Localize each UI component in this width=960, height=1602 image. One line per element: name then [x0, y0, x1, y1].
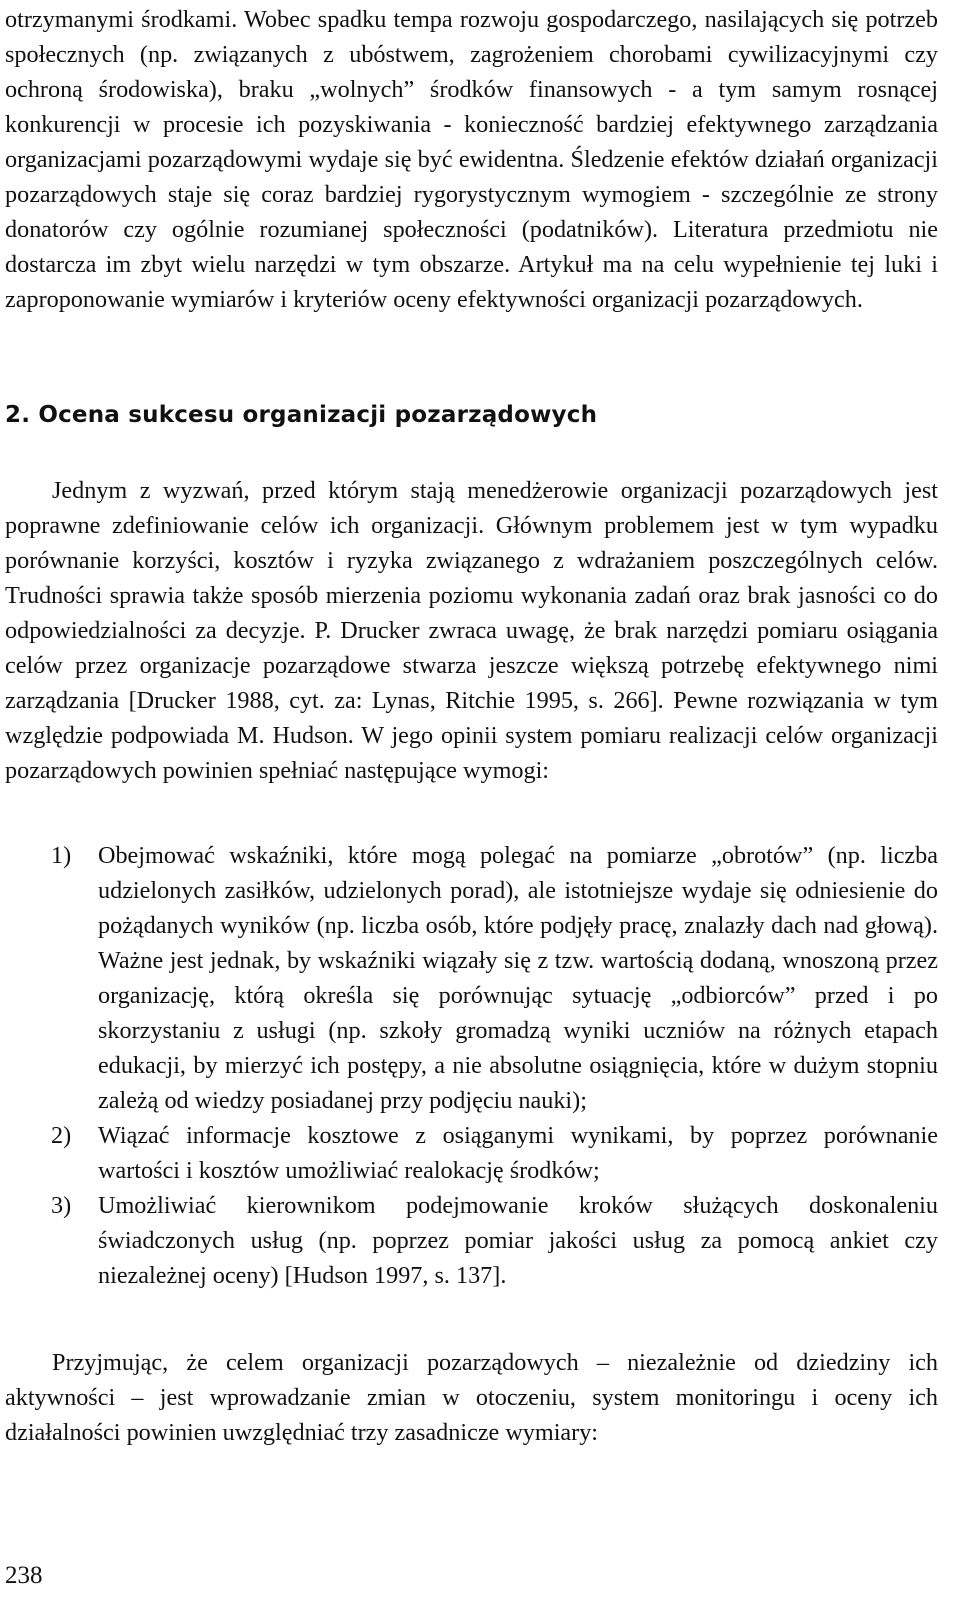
- list-item-text: Wiązać informacje kosztowe z osiąganymi wynikami, by poprzez porównanie wartości i kosztów umożliwiać realokację środków;: [98, 1122, 938, 1184]
- list-item-number: 2): [51, 1122, 72, 1149]
- intro-paragraph: otrzymanymi środkami. Wobec spadku tempa rozwoju gospodarczego, nasilających się potrzeb społecznych (np. związanych z ubóstwem, zagrożeniem chorobami cywilizacyjnymi czy ochroną środowiska), braku „wolnych” środków finansowych - a tym samym rosnącej konkurencji w procesie ich pozyskiwania - konieczność bardziej efektywnego zarządzania organizacjami pozarządowymi wydaje się być ewidentna. Śledzenie efektów działań organizacji pozarządowych staje się coraz bardziej rygorystycznym wymogiem - szczególnie ze strony donatorów czy ogólnie rozumianej społeczności (podatników). Literatura przedmiotu nie dostarcza im zbyt wielu narzędzi w tym obszarze. Artykuł ma na celu wypełnienie tej luki i zaproponowanie wymiarów i kryteriów oceny efektywności organizacji pozarządowych.: [5, 6, 938, 313]
- list-item: [5, 1188, 938, 1293]
- list-item: [5, 838, 938, 1118]
- section-paragraph-1: Jednym z wyzwań, przed którym stają menedżerowie organizacji pozarządowych jest poprawne zdefiniowanie celów ich organizacji. Głównym problemem jest w tym wypadku porównanie korzyści, kosztów i ryzyka związanego z wdrażaniem poszczególnych celów. Trudności sprawia także sposób mierzenia poziomu wykonania zadań oraz brak jasności co do odpowiedzialności za decyzje. P. Drucker zwraca uwagę, że brak narzędzi pomiaru osiągania celów przez organizacje pozarządowe stwarza jeszcze większą potrzebę efektywnego nimi zarządzania [Drucker 1988, cyt. za: Lynas, Ritchie 1995, s. 266]. Pewne rozwiązania w tym względzie podpowiada M. Hudson. W jego opinii system pomiaru realizacji celów organizacji pozarządowych powinien spełniać następujące wymogi:: [5, 477, 938, 784]
- list-item: [5, 1118, 938, 1188]
- list-item-number: 3): [51, 1192, 72, 1219]
- list-item-text: Obejmować wskaźniki, które mogą polegać na pomiarze „obrotów” (np. liczba udzielonych zasiłków, udzielonych porad), ale istotniejsze wydaje się odniesienie do pożądanych wyników (np. liczba osób, które podjęły pracę, znalazły dach nad głową). Ważne jest jednak, by wskaźniki wiązały się z tzw. wartością dodaną, wnoszoną przez organizację, którą określa się porównując sytuację „odbiorców” przed i po skorzystaniu z usługi (np. szkoły gromadzą wyniki uczniów na różnych etapach edukacji, by mierzyć ich postępy, a nie absolutne osiągnięcia, które w dużym stopniu zależą od wiedzy posiadanej przy podjęciu nauki);: [98, 842, 938, 1114]
- section-paragraph-2: Przyjmując, że celem organizacji pozarządowych – niezależnie od dziedziny ich aktywności – jest wprowadzanie zmian w otoczeniu, system monitoringu i oceny ich działalności powinien uwzględniać trzy zasadnicze wymiary:: [5, 1349, 938, 1446]
- list-item-text: Umożliwiać kierownikom podejmowanie kroków służących doskonaleniu świadczonych usług (np. poprzez pomiar jakości usług za pomocą ankiet czy niezależnej oceny) [Hudson 1997, s. 137].: [98, 1192, 938, 1289]
- page-number: 238: [5, 1562, 43, 1589]
- section-heading: 2. Ocena sukcesu organizacji pozarządowych: [5, 402, 598, 428]
- requirements-list: [5, 838, 938, 1293]
- list-item-number: 1): [51, 842, 72, 869]
